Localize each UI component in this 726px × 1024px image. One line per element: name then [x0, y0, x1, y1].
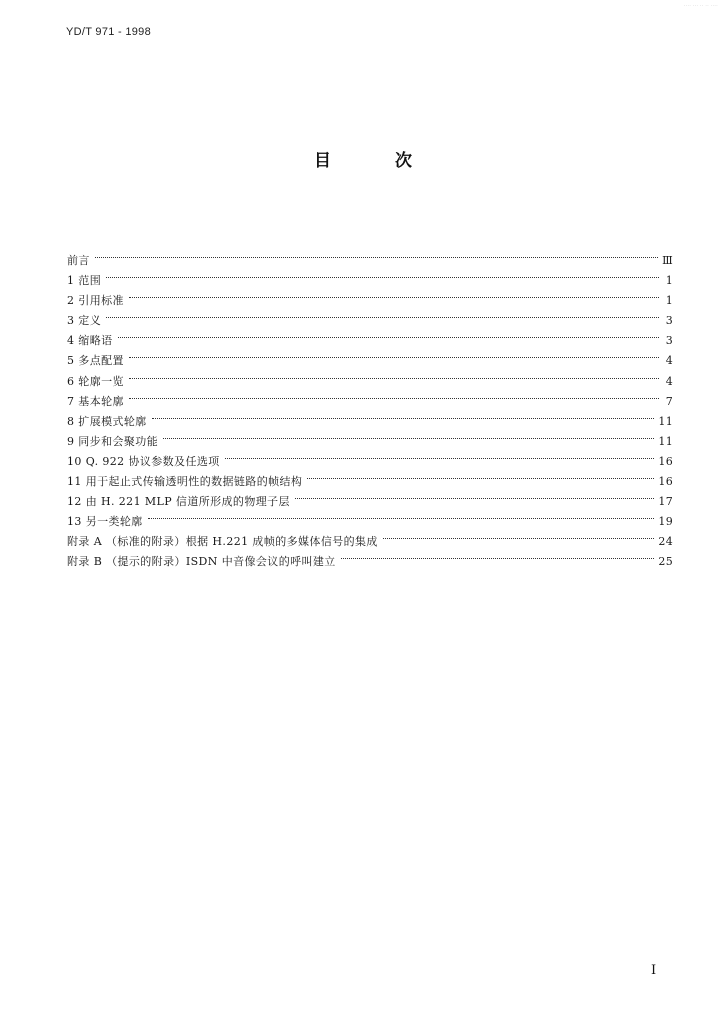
toc-entry-label: 5 多点配置 [67, 354, 124, 368]
corner-watermark: ···· ··· ·· ·· ···· [683, 3, 718, 9]
toc-dot-leader [295, 485, 654, 505]
toc-entry-label: 12 由 H. 221 MLP 信道所形成的物理子层 [67, 495, 290, 509]
toc-entry-5[interactable] [67, 344, 673, 368]
toc-entry-label: 前言 [67, 254, 90, 267]
toc-entry-label: 6 轮廓一览 [67, 374, 124, 388]
toc-entry-9[interactable] [67, 425, 673, 448]
toc-entry-page: 3 [665, 314, 673, 328]
toc-dot-leader [163, 425, 654, 445]
toc-dot-leader [129, 344, 659, 364]
toc-entry-page: 3 [665, 334, 673, 348]
page-title-char-1: 目 [314, 151, 331, 171]
toc-entry-label: 附录 B （提示的附录）ISDN 中音像会议的呼叫建立 [67, 555, 336, 569]
toc-entry-page: 16 [658, 454, 673, 468]
toc-entry-label: 2 引用标准 [67, 294, 124, 308]
toc-entry-3[interactable] [67, 304, 673, 328]
toc-dot-leader [129, 385, 659, 405]
toc-entry-label: 7 基本轮廓 [67, 394, 124, 408]
toc-dot-leader [106, 304, 659, 324]
toc-entry-label: 附录 A （标准的附录）根据 H.221 成帧的多媒体信号的集成 [67, 535, 378, 549]
toc-entry-8[interactable] [67, 405, 673, 428]
toc-entry-7[interactable] [67, 385, 673, 408]
toc-dot-leader [152, 405, 655, 425]
toc-entry-page: 16 [658, 475, 673, 489]
toc-dot-leader [95, 244, 658, 264]
toc-dot-leader [341, 545, 655, 565]
toc-entry-1[interactable] [67, 264, 673, 288]
toc-entry-label: 9 同步和会聚功能 [67, 434, 159, 448]
toc-entry-page: 4 [665, 354, 673, 368]
toc-entry-label: 1 范围 [67, 274, 102, 288]
toc-entry-label: 3 定义 [67, 314, 102, 328]
toc-entry-label: 10 Q. 922 协议参数及任选项 [67, 454, 220, 468]
standard-code: YD/T 971 - 1998 [66, 26, 152, 38]
toc-entry-page: 19 [658, 515, 673, 529]
toc-entry-page: 24 [658, 535, 673, 549]
toc-entry-foreword[interactable] [67, 244, 673, 267]
toc-dot-leader [383, 525, 655, 545]
toc-entry-page: 11 [658, 414, 673, 428]
toc-entry-page: Ⅲ [662, 254, 673, 267]
toc-entry-page: 1 [665, 274, 673, 288]
toc-entry-label: 8 扩展模式轮廓 [67, 414, 147, 428]
toc-entry-13[interactable] [67, 505, 673, 529]
toc-dot-leader [118, 324, 660, 344]
toc-entry-2[interactable] [67, 284, 673, 308]
toc-entry-label: 13 另一类轮廓 [67, 515, 143, 529]
toc-dot-leader [129, 284, 659, 304]
toc-entry-6[interactable] [67, 365, 673, 388]
page-number: I [651, 963, 657, 978]
toc-entry-page: 1 [665, 294, 673, 308]
toc-entry-appendix-a[interactable] [67, 525, 673, 549]
toc-entry-label: 4 缩略语 [67, 334, 113, 348]
toc-entry-4[interactable] [67, 324, 673, 348]
toc-dot-leader [129, 365, 659, 385]
page-title-char-2: 次 [395, 151, 412, 171]
toc-dot-leader [225, 445, 655, 465]
toc-dot-leader [148, 505, 655, 525]
toc-dot-leader [307, 465, 654, 485]
toc-entry-page: 4 [665, 374, 673, 388]
page-title [0, 146, 726, 171]
toc-entry-page: 7 [665, 394, 673, 408]
toc-dot-leader [106, 264, 659, 284]
table-of-contents [67, 244, 673, 569]
toc-entry-page: 25 [658, 555, 673, 569]
toc-entry-page: 11 [658, 434, 673, 448]
toc-entry-page: 17 [658, 495, 673, 509]
toc-entry-label: 11 用于起止式传输透明性的数据链路的帧结构 [67, 475, 303, 489]
